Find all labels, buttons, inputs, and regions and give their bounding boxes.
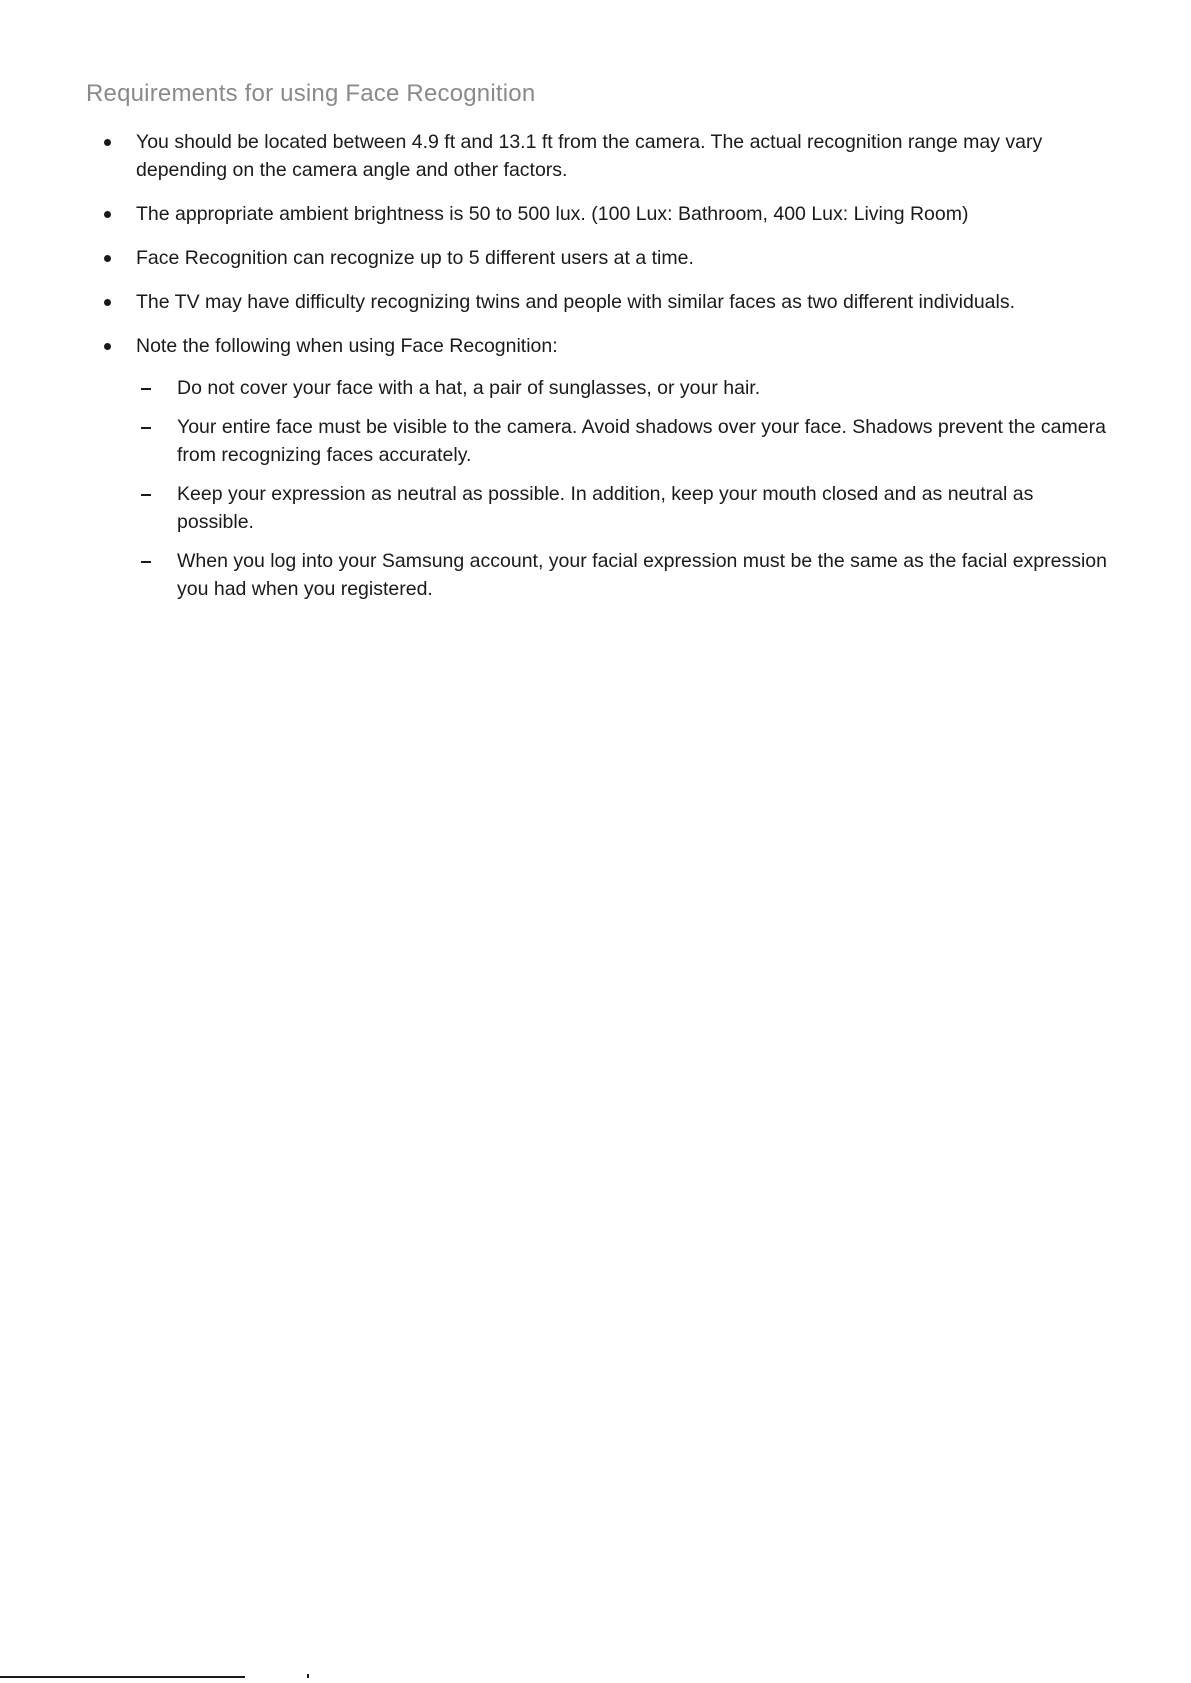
list-item [100, 200, 1110, 228]
list-item-text: The TV may have difficulty recognizing twins and people with similar faces as two different individuals. [136, 291, 1016, 313]
sub-list-item [136, 480, 1110, 536]
footer-mark [307, 1674, 309, 1678]
list-item [100, 332, 1110, 603]
bullet-icon [104, 343, 111, 350]
dash-icon [141, 427, 151, 429]
sub-list-item-text: When you log into your Samsung account, your facial expression must be the same as the facial expression you had when you registered. [177, 550, 1107, 600]
list-item [100, 288, 1110, 316]
requirements-list [100, 128, 1110, 619]
list-item-text: Note the following when using Face Recognition: [136, 335, 558, 357]
bullet-icon [104, 211, 111, 218]
bullet-icon [104, 255, 111, 262]
section-heading: Requirements for using Face Recognition [86, 80, 536, 107]
list-item [100, 244, 1110, 272]
sub-list-item [136, 547, 1110, 603]
dash-icon [141, 494, 151, 496]
sub-list-item-text: Keep your expression as neutral as possible. In addition, keep your mouth closed and as neutral as possible. [177, 483, 1034, 533]
sub-list-item [136, 374, 1110, 402]
sub-list-item-text: Do not cover your face with a hat, a pair of sunglasses, or your hair. [177, 377, 761, 399]
sub-list-item-text: Your entire face must be visible to the camera. Avoid shadows over your face. Shadows prevent the camera from recognizing faces accurately. [177, 416, 1106, 466]
list-item-text: The appropriate ambient brightness is 50 to 500 lux. (100 Lux: Bathroom, 400 Lux: Living Room) [136, 203, 969, 225]
list-item [100, 128, 1110, 184]
dash-icon [141, 561, 151, 563]
footer-divider [0, 1676, 245, 1678]
bullet-icon [104, 139, 111, 146]
bullet-icon [104, 299, 111, 306]
list-item-text: You should be located between 4.9 ft and 13.1 ft from the camera. The actual recognition range may vary depending on the camera angle and other factors. [136, 131, 1043, 181]
list-item-text: Face Recognition can recognize up to 5 different users at a time. [136, 247, 694, 269]
notes-sublist [136, 374, 1110, 603]
sub-list-item [136, 413, 1110, 469]
dash-icon [141, 388, 151, 390]
